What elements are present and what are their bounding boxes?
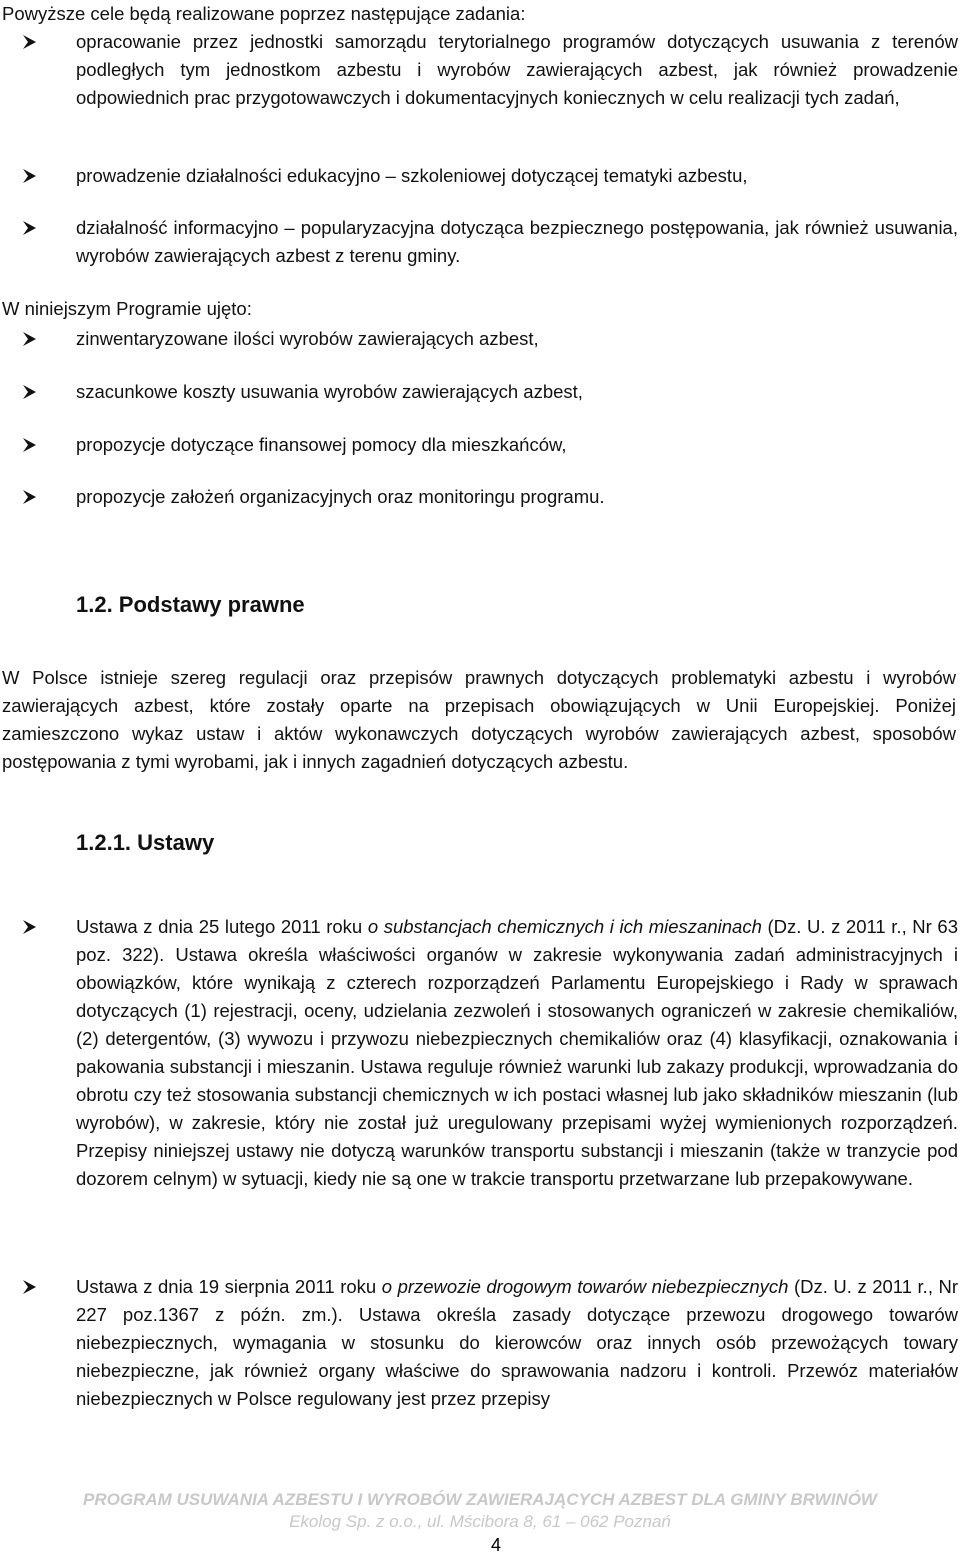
- task-text: prowadzenie działalności edukacyjno – szkoleniowej dotyczącej tematyki azbestu,: [76, 165, 748, 186]
- program-item: [22, 378, 958, 406]
- program-intro: W niniejszym Programie ujęto:: [2, 298, 252, 319]
- law-body: (Dz. U. z 2011 r., Nr 63 poz. 322). Ustawa określa właściwości organów w zakresie wykonywania zadań administracyjnych i obowiązków, które wynikają z czterech rozporządzeń Parlamentu Europejskiego i Rady w sprawach dotyczących (1) rejestracji, oceny, udzielania zezwoleń i stosowanych ograniczeń w zakresie chemikaliów, (2) detergentów, (3) wywozu i przywozu niebezpiecznych chemikaliów oraz (4) klasyfikacji, oznakowania i pakowania substancji i mieszanin. Ustawa reguluje również warunki lub zakazy produkcji, wprowadzania do obrotu czy też stosowania substancji chemicznych w ich postaci własnej lub jako składników mieszanin (lub wyrobów), w zakresie, który nie został już uregulowany przepisami wyżej wymienionych rozporządzeń. Przepisy niniejszej ustawy nie dotyczą warunków transportu substancji i mieszanin (także w tranzycie pod dozorem celnym) w sytuacji, kiedy nie są one w trakcie transportu przetwarzane lub przepakowywane.: [76, 916, 958, 1189]
- footer-address: Ekolog Sp. z o.o., ul. Mścibora 8, 61 – 062 Poznań: [289, 1512, 671, 1531]
- arrow-bullet-icon: [22, 1273, 44, 1301]
- law-item: [22, 913, 958, 1193]
- intro-text: Powyższe cele będą realizowane poprzez następujące zadania:: [2, 3, 526, 24]
- law-text: [76, 913, 958, 1193]
- task-item: [22, 28, 958, 112]
- law-item: [22, 1273, 958, 1413]
- program-item-text: szacunkowe koszty usuwania wyrobów zawierających azbest,: [76, 381, 583, 402]
- arrow-bullet-icon: [22, 214, 44, 242]
- arrow-bullet-icon: [22, 28, 44, 56]
- program-item-text: zinwentaryzowane ilości wyrobów zawierających azbest,: [76, 328, 539, 349]
- program-item: [22, 483, 958, 511]
- program-item-text: propozycje założeń organizacyjnych oraz monitoringu programu.: [76, 486, 605, 507]
- task-item: [22, 214, 958, 270]
- law-title: o przewozie drogowym towarów niebezpiecznych: [381, 1276, 789, 1297]
- task-text: opracowanie przez jednostki samorządu terytorialnego programów dotyczących usuwania z terenów podległych tym jednostkom azbestu i wyrobów zawierających azbest, jak również prowadzenie odpowiednich prac przygotowawczych i dokumentacyjnych koniecznych w celu realizacji tych zadań,: [76, 31, 958, 108]
- section-paragraph: W Polsce istnieje szereg regulacji oraz przepisów prawnych dotyczących problematyki azbestu i wyrobów zawierających azbest, które zostały oparte na przepisach obowiązujących w Unii Europejskiej. Poniżej zamieszczono wykaz ustaw i aktów wykonawczych dotyczących wyrobów zawierających azbest, sposobów postępowania z tymi wyrobami, jak i innych zagadnień dotyczących azbestu.: [2, 667, 956, 772]
- law-body: (Dz. U. z 2011 r., Nr 227 poz.1367 z późn. zm.). Ustawa określa zasady dotyczące przewozu drogowego towarów niebezpiecznych, wymagania w stosunku do kierowców oraz innych osób przewożących towary niebezpieczne, jak również organy właściwe do sprawowania nadzoru i kontroli. Przewóz materiałów niebezpiecznych w Polsce regulowany jest przez przepisy: [76, 1276, 959, 1409]
- task-text: działalność informacyjno – popularyzacyjna dotycząca bezpiecznego postępowania, jak również usuwania, wyrobów zawierających azbest z terenu gminy.: [76, 217, 958, 266]
- law-text: [76, 1273, 958, 1413]
- subsection-heading: 1.2.1. Ustawy: [76, 830, 215, 855]
- task-item: [22, 162, 958, 190]
- program-item: [22, 325, 958, 353]
- footer-title: PROGRAM USUWANIA AZBESTU I WYROBÓW ZAWIERAJĄCYCH AZBEST DLA GMINY BRWINÓW: [83, 1490, 877, 1509]
- program-item-text: propozycje dotyczące finansowej pomocy dla mieszkańców,: [76, 434, 567, 455]
- page-number: 4: [490, 1535, 501, 1555]
- arrow-bullet-icon: [22, 431, 44, 459]
- arrow-bullet-icon: [22, 325, 44, 353]
- arrow-bullet-icon: [22, 913, 44, 941]
- program-item: [22, 431, 958, 459]
- law-prefix: Ustawa z dnia 19 sierpnia 2011 roku: [76, 1276, 382, 1297]
- law-prefix: Ustawa z dnia 25 lutego 2011 roku: [76, 916, 368, 937]
- arrow-bullet-icon: [22, 378, 44, 406]
- law-title: o substancjach chemicznych i ich mieszaninach: [367, 916, 762, 937]
- section-heading: 1.2. Podstawy prawne: [76, 592, 305, 617]
- arrow-bullet-icon: [22, 162, 44, 190]
- arrow-bullet-icon: [22, 483, 44, 511]
